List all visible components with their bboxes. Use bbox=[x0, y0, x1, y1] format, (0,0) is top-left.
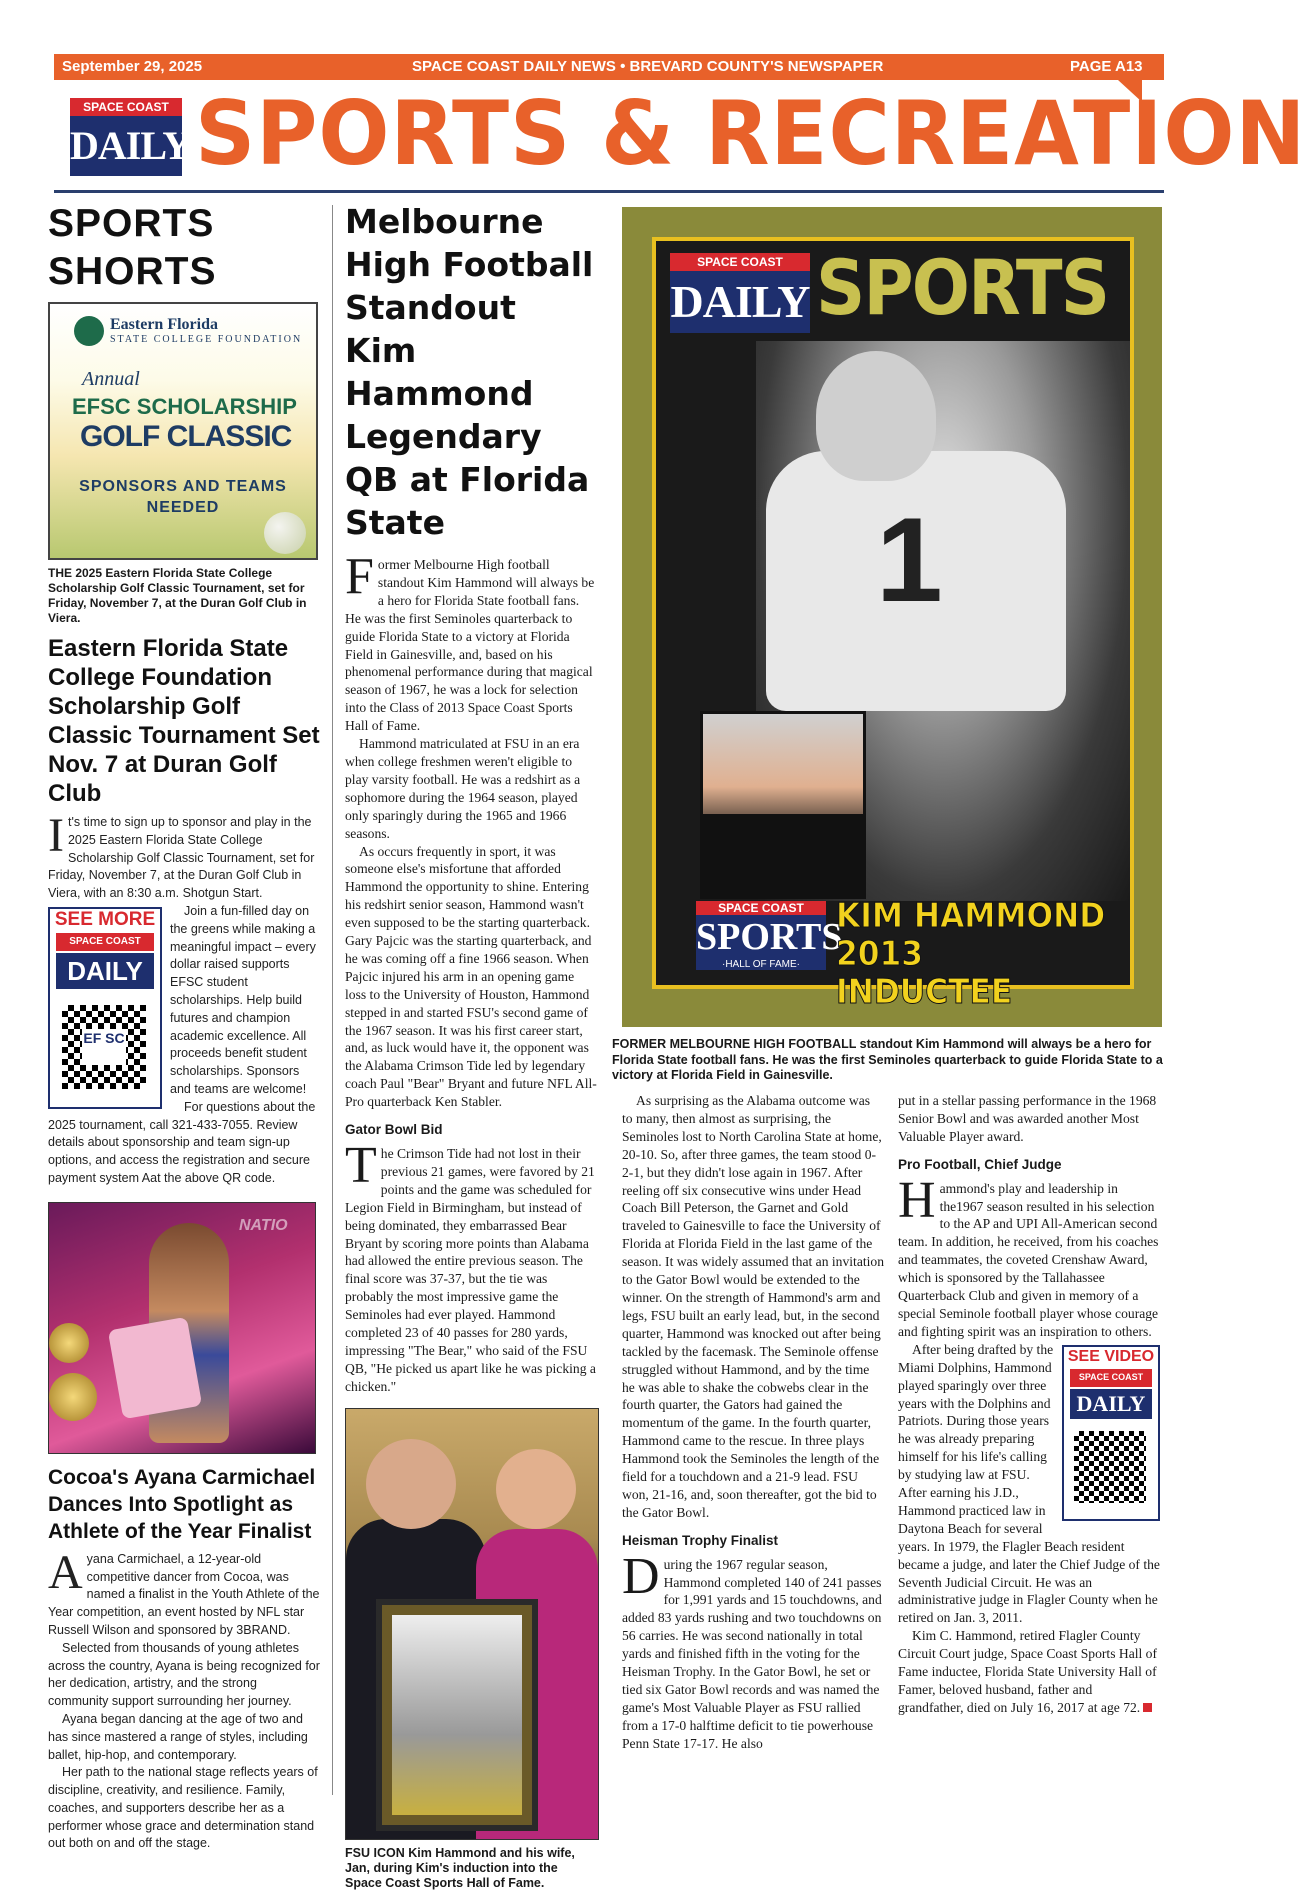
main-p9: After being drafted by the Miami Dolphins, Hammond played sparingly over three years with the Dolphins and Patriots. During those years he was already preparing himself for his life's calling by studying law at FSU. After earning his J.D., Hammond practiced law in Daytona Beach for several years. In 1979, the Flagler Beach resident became a judge, and later the Chief Judge of the Seventh Judicial Circuit. He was an administrative judge in Flagler County when he retired on Jan. 3, 2011. bbox=[898, 1341, 1160, 1626]
golf-classic-ad[interactable] bbox=[48, 302, 318, 560]
man-face bbox=[366, 1439, 456, 1529]
hall-logo-top: SPACE COAST bbox=[696, 901, 826, 915]
main-p4: he Crimson Tide had not lost in their previous 21 games, were favored by 21 points and the game was scheduled for Legion Field in Birmingham, but instead of being dominated, they embarrassed Bear Bryant by scoring more points than Alabama had allowed the entire previous season. The final score was 37-37, but the tie was probably the most impressive game the Seminoles had ever played. Hammond completed 23 of 40 passes for 280 yards, impressing "The Bear," who said of the FSU QB, "He picked us apart like he was picking a chicken." bbox=[345, 1146, 596, 1394]
paper-name: SPACE COAST DAILY NEWS • BREVARD COUNTY'S NEWSPAPER bbox=[412, 58, 884, 75]
golf-p3: For questions about the 2025 tournament, call 321-433-7055. Review details about sponsorship and team sign-up options, and access the registration and secure payment system Aat the above QR code. bbox=[48, 1099, 316, 1185]
qr-logo-top: SPACE COAST bbox=[56, 933, 154, 951]
ad-line4: NEEDED bbox=[146, 499, 220, 516]
drop-cap: I bbox=[48, 809, 64, 862]
article-col3b bbox=[898, 1092, 1160, 1717]
inductee-banner bbox=[836, 897, 1106, 1011]
qr-code-icon[interactable] bbox=[1074, 1431, 1146, 1503]
main-article-body bbox=[345, 548, 597, 1396]
golf-ball-icon bbox=[264, 512, 306, 554]
ad-org-sub: STATE COLLEGE FOUNDATION bbox=[110, 334, 303, 345]
ayana-article bbox=[48, 1545, 320, 1854]
poster-sports-title: SPORTS bbox=[816, 243, 1109, 332]
column-divider bbox=[332, 205, 333, 1795]
main-p5: As surprising as the Alabama outcome was to many, then almost as surprising, the Seminoles lost to North Carolina State at home, 20-10. So, after three games, the team stood 0-2-1, but they didn't lose again in 1967. After reeling off six consecutive wins under Head Coach Bill Peterson, the Garnet and Gold traveled to Gainesville to face the University of Florida at Florida Field in the last game of the season. It was widely assumed that an invitation to the Gator Bowl would be extended to the winner. On the strength of Hammond's arm and legs, FSU built an early lead, but, in the second quarter, Hammond was knocked out after being tackled by the facemask. The Seminole offense struggled without Hammond, and by the time he was able to shake the cobwebs clear in the fourth quarter, the Gators had gained the momentum of the game. In the fourth quarter, Hammond came to the rescue. In three plays Hammond took the Seminoles the length of the field for a touchdown and a 21-9 lead. FSU won, 21-16, and, soon thereafter, got the bid to the Gator Bowl. bbox=[622, 1093, 885, 1520]
ayana-p2: Selected from thousands of young athletes across the country, Ayana is being recognized for her dedication, artistry, and the strong community support surrounding her journey. bbox=[48, 1640, 320, 1709]
main-p8: ammond's play and leadership in the1967 season resulted in his selection to the AP and UPI All-American second team. In addition, he received, from his coaches and teammates, the coveted Crenshaw Award, which is sponsored by the Tallahassee Quarterback Club and given in memory of a special Seminole football player whose courage and fighting spirit was an inspiration to others. bbox=[898, 1180, 1159, 1339]
golf-article bbox=[48, 809, 320, 1188]
ad-line1: EFSC SCHOLARSHIP bbox=[72, 394, 297, 419]
ayana-p4: Her path to the national stage reflects years of discipline, creativity, and resilience. Family, coaches, and supporters describe her as a performer whose grace and determination stand out both on and off the stage. bbox=[48, 1765, 318, 1851]
hall-logo-bottom: ·HALL OF FAME· bbox=[696, 959, 826, 970]
sports-shorts-column bbox=[48, 200, 320, 1853]
main-p1: ormer Melbourne High football standout Kim Hammond will always be a hero for Florida State football fans. He was the first Seminoles quarterback to guide Florida State to a victory at Florida Field in Gainesville, and, based on his phenomenal performance during that magical season of 1967, he was a lock for selection into the Class of 2013 Space Coast Sports Hall of Fame. bbox=[345, 557, 595, 734]
qr-logo-main: DAILY bbox=[56, 953, 154, 989]
main-article-column bbox=[345, 200, 597, 1891]
ayana-p3: Ayana began dancing at the age of two and has since mastered a range of styles, including ballet, hip-hop, and contemporary. bbox=[48, 1711, 308, 1762]
ayana-headline: Cocoa's Ayana Carmichael Dances Into Spotlight as Athlete of the Year Finalist bbox=[48, 1465, 316, 1543]
poster-column bbox=[612, 207, 1163, 1094]
hall-logo-main: SPORTS bbox=[696, 916, 843, 958]
space-coast-daily-logo[interactable] bbox=[70, 98, 191, 176]
ad-org: Eastern Florida bbox=[110, 316, 218, 333]
article-col3a bbox=[622, 1092, 884, 1753]
video-logo-main: DAILY bbox=[1070, 1389, 1152, 1419]
issue-date: September 29, 2025 bbox=[62, 58, 203, 75]
see-more-qr[interactable] bbox=[48, 907, 162, 1109]
poster-logo-top: SPACE COAST bbox=[670, 253, 810, 271]
logo-main-text: DAILY bbox=[70, 116, 182, 176]
ayana-p1: yana Carmichael, a 12-year-old competitive dancer from Cocoa, was named a finalist in the Youth Athlete of the Year competition, an event hosted by NFL star Russell Wilson and sponsored by 3BRAND. bbox=[48, 1551, 320, 1637]
drop-cap: T bbox=[345, 1137, 377, 1194]
ad-caption: THE 2025 Eastern Florida State College Scholarship Golf Classic Tournament, set for Friday, November 7, at the Duran Golf Club in Viera. bbox=[48, 566, 307, 625]
poster-caption: FORMER MELBOURNE HIGH FOOTBALL standout Kim Hammond will always be a hero for Florida State football fans. He was the first Seminoles quarterback to guide Florida State to a victory at Florida Field in Gainesville. bbox=[612, 1037, 1163, 1082]
drop-cap: A bbox=[48, 1545, 83, 1599]
couple-caption: FSU ICON Kim Hammond and his wife, Jan, during Kim's induction into the Space Coast Sports Hall of Fame. bbox=[345, 1845, 575, 1890]
qr-center-label: EF SC bbox=[82, 1029, 126, 1065]
player-helmet bbox=[816, 351, 936, 481]
main-p6: uring the 1967 regular season, Hammond completed 140 of 241 passes for 1,991 yards and 15 touchdowns, and added 83 yards rushing and two touchdowns on 56 carries. He was second nationally in total yards and finished fifth in the voting for the Heisman Trophy. In the Gator Bowl, he set or tied six Gator Bowl records and was named the game's Most Valuable Player as FSU rallied from a 17-0 halftime deficit to tie powerhouse Penn State 17-17. He also bbox=[622, 1556, 882, 1751]
ad-sponsors bbox=[74, 476, 292, 518]
main-p3: As occurs frequently in sport, it was someone else's misfortune that afforded Hammond the opportunity to shine. Entering his redshirt senior season, Hammond wasn't even supposed to be the starting quarterback. Gary Pajcic was the starting quarterback, and he was coming off a fine 1966 season. When Pajcic injured his arm in an opening game loss to the University of Houston, Hammond stepped in and started FSU's second game of the 1967 season. It was his first career start, and, as luck would have it, the opponent was the Alabama Crimson Tide led by legendary coach Paul "Bear" Bryant and future NFL All-Pro quarterback Ken Stabler. bbox=[345, 843, 597, 1110]
see-video-qr[interactable] bbox=[1062, 1345, 1160, 1521]
ad-line3: SPONSORS AND TEAMS bbox=[79, 478, 287, 495]
page-number: PAGE A13 bbox=[1070, 58, 1143, 75]
award-bag bbox=[108, 1316, 202, 1419]
golf-p1: t's time to sign up to sponsor and play in the 2025 Eastern Florida State College Scholarship Golf Classic Tournament, set for Friday, November 7, at the Duran Golf Club in Viera, with an 8:30 a.m. Shotgun Start. bbox=[48, 815, 315, 901]
ad-line2: GOLF CLASSIC bbox=[80, 420, 292, 453]
hammond-couple-photo bbox=[345, 1408, 599, 1840]
main-p7: put in a stellar passing performance in the 1968 Senior Bowl and was awarded another Most Valuable Player award. bbox=[898, 1093, 1157, 1144]
poster-daily-logo bbox=[670, 253, 810, 333]
hall-of-fame-logo bbox=[696, 901, 843, 981]
drop-cap: F bbox=[345, 548, 374, 605]
video-logo-top: SPACE COAST bbox=[1070, 1369, 1152, 1387]
drop-cap: H bbox=[898, 1171, 936, 1229]
photo-backdrop-text: NATIO bbox=[239, 1216, 288, 1234]
ayana-photo bbox=[48, 1202, 316, 1454]
subhead-pro-football: Pro Football, Chief Judge bbox=[898, 1156, 1062, 1172]
poster-logo-main: DAILY bbox=[670, 271, 810, 333]
header-bar bbox=[54, 54, 1164, 80]
main-headline: Melbourne High Football Standout Kim Hammond Legendary QB at Florida State bbox=[345, 202, 594, 542]
end-mark-icon bbox=[1143, 1703, 1152, 1712]
see-more-label: SEE MORE bbox=[54, 908, 156, 930]
main-p10 bbox=[898, 1627, 1160, 1717]
main-p2: Hammond matriculated at FSU in an era when college freshmen weren't eligible to play varsity football. He was a redshirt as a sophomore during the 1964 season, played only sparingly during the 1965 and 1966 seasons. bbox=[345, 736, 581, 841]
hall-of-fame-poster bbox=[622, 207, 1162, 1027]
efsc-foundation-logo-icon bbox=[74, 316, 104, 346]
logo-top-text: SPACE COAST bbox=[70, 98, 182, 116]
balloon-icon bbox=[49, 1373, 97, 1421]
see-video-label: SEE VIDEO bbox=[1067, 1347, 1155, 1365]
woman-face bbox=[496, 1449, 576, 1529]
section-title: SPORTS & RECREATION bbox=[195, 82, 1306, 185]
balloon-icon bbox=[49, 1323, 89, 1363]
ad-annual: Annual bbox=[82, 368, 140, 390]
masthead-rule bbox=[54, 190, 1164, 193]
subhead-gator-bowl: Gator Bowl Bid bbox=[345, 1122, 443, 1138]
golf-headline: Eastern Florida State College Foundation Scholarship Golf Classic Tournament Set Nov. 7 at Duran Golf Club bbox=[48, 635, 320, 807]
jersey-number: 1 bbox=[876, 493, 943, 627]
main-p10-text: Kim C. Hammond, retired Flagler County Circuit Court judge, Space Coast Sports Hall of Fame inductee, Florida State University Hall of Famer, beloved husband, father and grandfather, died on July 16, 2017 at age 72. bbox=[898, 1628, 1158, 1715]
inductee-year: 2013 INDUCTEE bbox=[836, 934, 1013, 1012]
drop-cap: D bbox=[622, 1547, 660, 1605]
judge-portrait bbox=[700, 711, 866, 899]
subhead-heisman: Heisman Trophy Finalist bbox=[622, 1532, 779, 1548]
inductee-name: KIM HAMMOND bbox=[836, 896, 1106, 936]
hall-of-fame-plaque bbox=[376, 1599, 538, 1831]
golf-p2: Join a fun-filled day on the greens while making a meaningful impact – every dollar raised supports EFSC student scholarships. Help build futures and champion academic excellence. All proceeds benefit student scholarships. Sponsors and teams are welcome! bbox=[170, 903, 316, 1096]
sports-shorts-heading: SPORTS SHORTS bbox=[48, 202, 217, 293]
qr-code-icon[interactable] bbox=[62, 1005, 146, 1089]
